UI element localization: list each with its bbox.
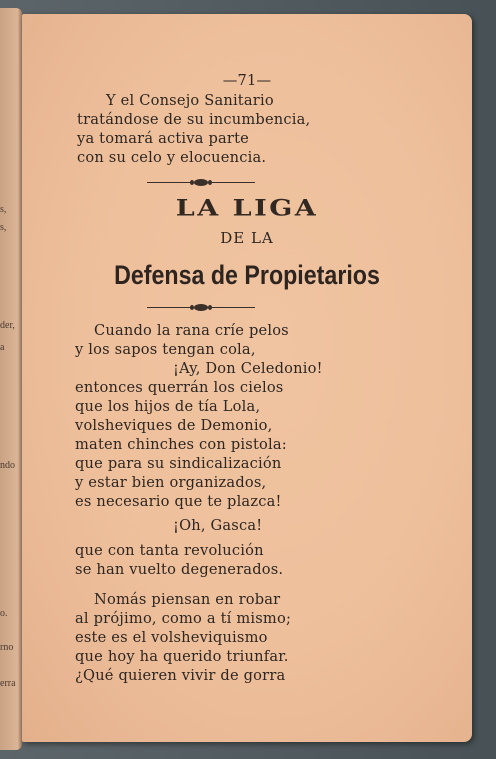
verse-line: maten chinches con pistola: [75, 436, 287, 453]
verse-line: entonces querrán los cielos [75, 379, 284, 396]
book-page [22, 14, 472, 742]
margin-fragment: der, [0, 320, 15, 331]
verse-line: al prójimo, como a tí mismo; [75, 610, 292, 627]
margin-fragment: ndo [0, 460, 15, 471]
verse-line: Nomás piensan en robar [94, 591, 281, 608]
ornament-divider [147, 303, 255, 313]
verse-line: que con tanta revolución [75, 542, 264, 559]
heading-defensa: Defensa de Propietarios [114, 260, 380, 290]
verse-line: Cuando la rana críe pelos [94, 322, 289, 339]
verse-line: que hoy ha querido triunfar. [75, 648, 289, 665]
verse-line: que para su sindicalización [75, 455, 282, 472]
verse-line: tratándose de su incumbencia, [77, 111, 311, 128]
margin-fragment: a [0, 342, 5, 353]
verse-line: y los sapos tengan cola, [75, 341, 256, 358]
verse-line: que los hijos de tía Lola, [75, 398, 261, 415]
page-content [22, 14, 472, 742]
margin-fragment: s, [0, 204, 7, 215]
verse-line: y estar bien organizados, [75, 474, 267, 491]
margin-fragment: rno [0, 642, 14, 653]
verse-line: Y el Consejo Sanitario [106, 92, 274, 109]
margin-fragment: o. [0, 608, 8, 619]
verse-line: es necesario que te plazca! [75, 493, 282, 510]
margin-fragment: s, [0, 222, 7, 233]
verse-line: este es el volsheviquismo [75, 629, 268, 646]
verse-line: ¿Qué quieren vivir de gorra [75, 667, 286, 684]
verse-line: con su celo y elocuencia. [77, 149, 267, 166]
verse-line: ya tomará activa parte [77, 130, 250, 147]
verse-line: se han vuelto degenerados. [75, 561, 284, 578]
heading-la-liga: LA LIGA [175, 195, 319, 222]
ornament-divider [147, 178, 255, 188]
verse-line: ¡Ay, Don Celedonio! [173, 360, 323, 377]
previous-page-edge [0, 8, 22, 750]
margin-fragment: erra [0, 678, 16, 689]
heading-de-la: DE LA [220, 229, 274, 247]
page-number: —71— [222, 72, 272, 89]
exclamation-line: ¡Oh, Gasca! [173, 517, 263, 534]
verse-line: volsheviques de Demonio, [75, 417, 273, 434]
